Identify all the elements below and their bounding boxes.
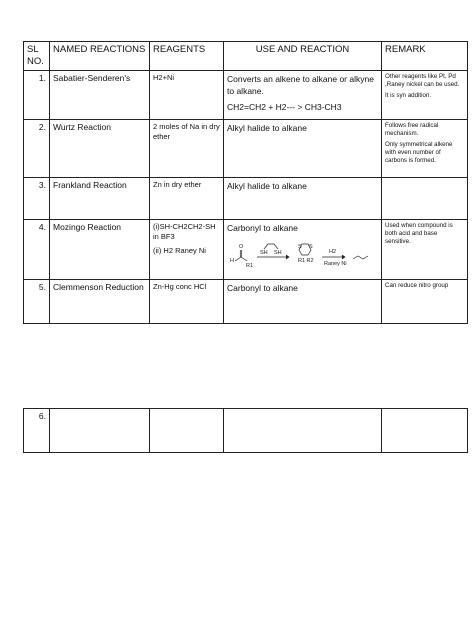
remark-text: Used when compound is both acid and base sensitive. [385,222,453,245]
remark-text: Other reagents like Pt, Pd ,Raney nickel can be used. [385,73,460,88]
reaction-name: Frankland Reaction [50,178,150,220]
reagents-cell [150,280,224,324]
use-text: Alkyl halide to alkane [227,123,307,133]
scheme-thiol-right: SH [274,250,282,256]
use-cell [224,280,382,324]
remark-text: It is syn addition. [385,92,432,99]
table-row [24,178,468,220]
row-sl: 5. [24,280,50,324]
scheme-s-right: S [309,244,313,250]
header-use-and-reaction: USE AND REACTION [224,42,382,71]
scheme-product-r: R1 R2 [298,258,314,264]
reactions-table [23,41,468,324]
reaction-name: Wurtz Reaction [50,120,150,178]
scheme-s-left: S [298,244,302,250]
mozingo-reaction-scheme [227,235,377,269]
reagents-cell [150,409,224,453]
reagent-text: 2 moles of Na in dry ether [153,122,220,141]
table-row [24,71,468,120]
row-sl: 6. [24,409,50,453]
reaction-equation: CH2=CH2 + H2--- > CH3-CH3 [227,102,342,112]
header-reagents: REAGENTS [150,42,224,71]
scheme-catalyst: Raney Ni [324,261,347,267]
use-cell [224,409,382,453]
header-named-reactions: NAMED REACTIONS [50,42,150,71]
reagents-cell [150,71,224,120]
header-remark: REMARK [382,42,468,71]
reaction-name: Sabatier-Senderen's [50,71,150,120]
reagent-text: Zn in dry ether [153,180,202,189]
use-cell [224,178,382,220]
remark-cell [382,71,468,120]
use-text: Converts an alkene to alkane or alkyne to alkane. [227,74,374,96]
continuation-table [23,408,468,453]
reagents-cell [150,220,224,280]
table-row [24,120,468,178]
row-sl: 3. [24,178,50,220]
table-row [24,280,468,324]
remark-cell [382,120,468,178]
remark-text: Can reduce nitro group [385,282,449,289]
use-cell [224,220,382,280]
table-row [24,409,468,453]
reagent-text: (i)SH-CH2CH2-SH in BF3 [153,222,216,241]
header-sl-no: SL NO. [24,42,50,71]
remark-cell [382,178,468,220]
table-row [24,220,468,280]
use-cell [224,71,382,120]
header-row [24,42,468,71]
use-text: Carbonyl to alkane [227,223,298,233]
remark-cell [382,409,468,453]
scheme-h: H [230,258,234,264]
reagent-text: (ii) H2 Raney Ni [153,246,206,255]
row-sl: 1. [24,71,50,120]
reaction-name: Mozingo Reaction [50,220,150,280]
scheme-r1: R1 [246,263,254,269]
reaction-name: Clemmenson Reduction [50,280,150,324]
remark-text: Follows free radical mechanism. [385,122,439,137]
row-sl: 4. [24,220,50,280]
reagent-text: Zn-Hg conc HCl [153,282,207,291]
remark-cell [382,220,468,280]
scheme-thiol-left: SH [260,250,268,256]
reagents-cell [150,120,224,178]
remark-text: Only symmetrical alkene with even number of carbons is formed. [385,141,453,164]
use-text: Carbonyl to alkane [227,283,298,293]
use-cell [224,120,382,178]
remark-cell [382,280,468,324]
use-text: Alkyl halide to alkane [227,181,307,191]
reaction-name [50,409,150,453]
reagents-cell [150,178,224,220]
scheme-o: O [239,244,244,250]
reagent-text: H2+Ni [153,73,175,82]
scheme-h2: H2 [329,249,337,255]
row-sl: 2. [24,120,50,178]
